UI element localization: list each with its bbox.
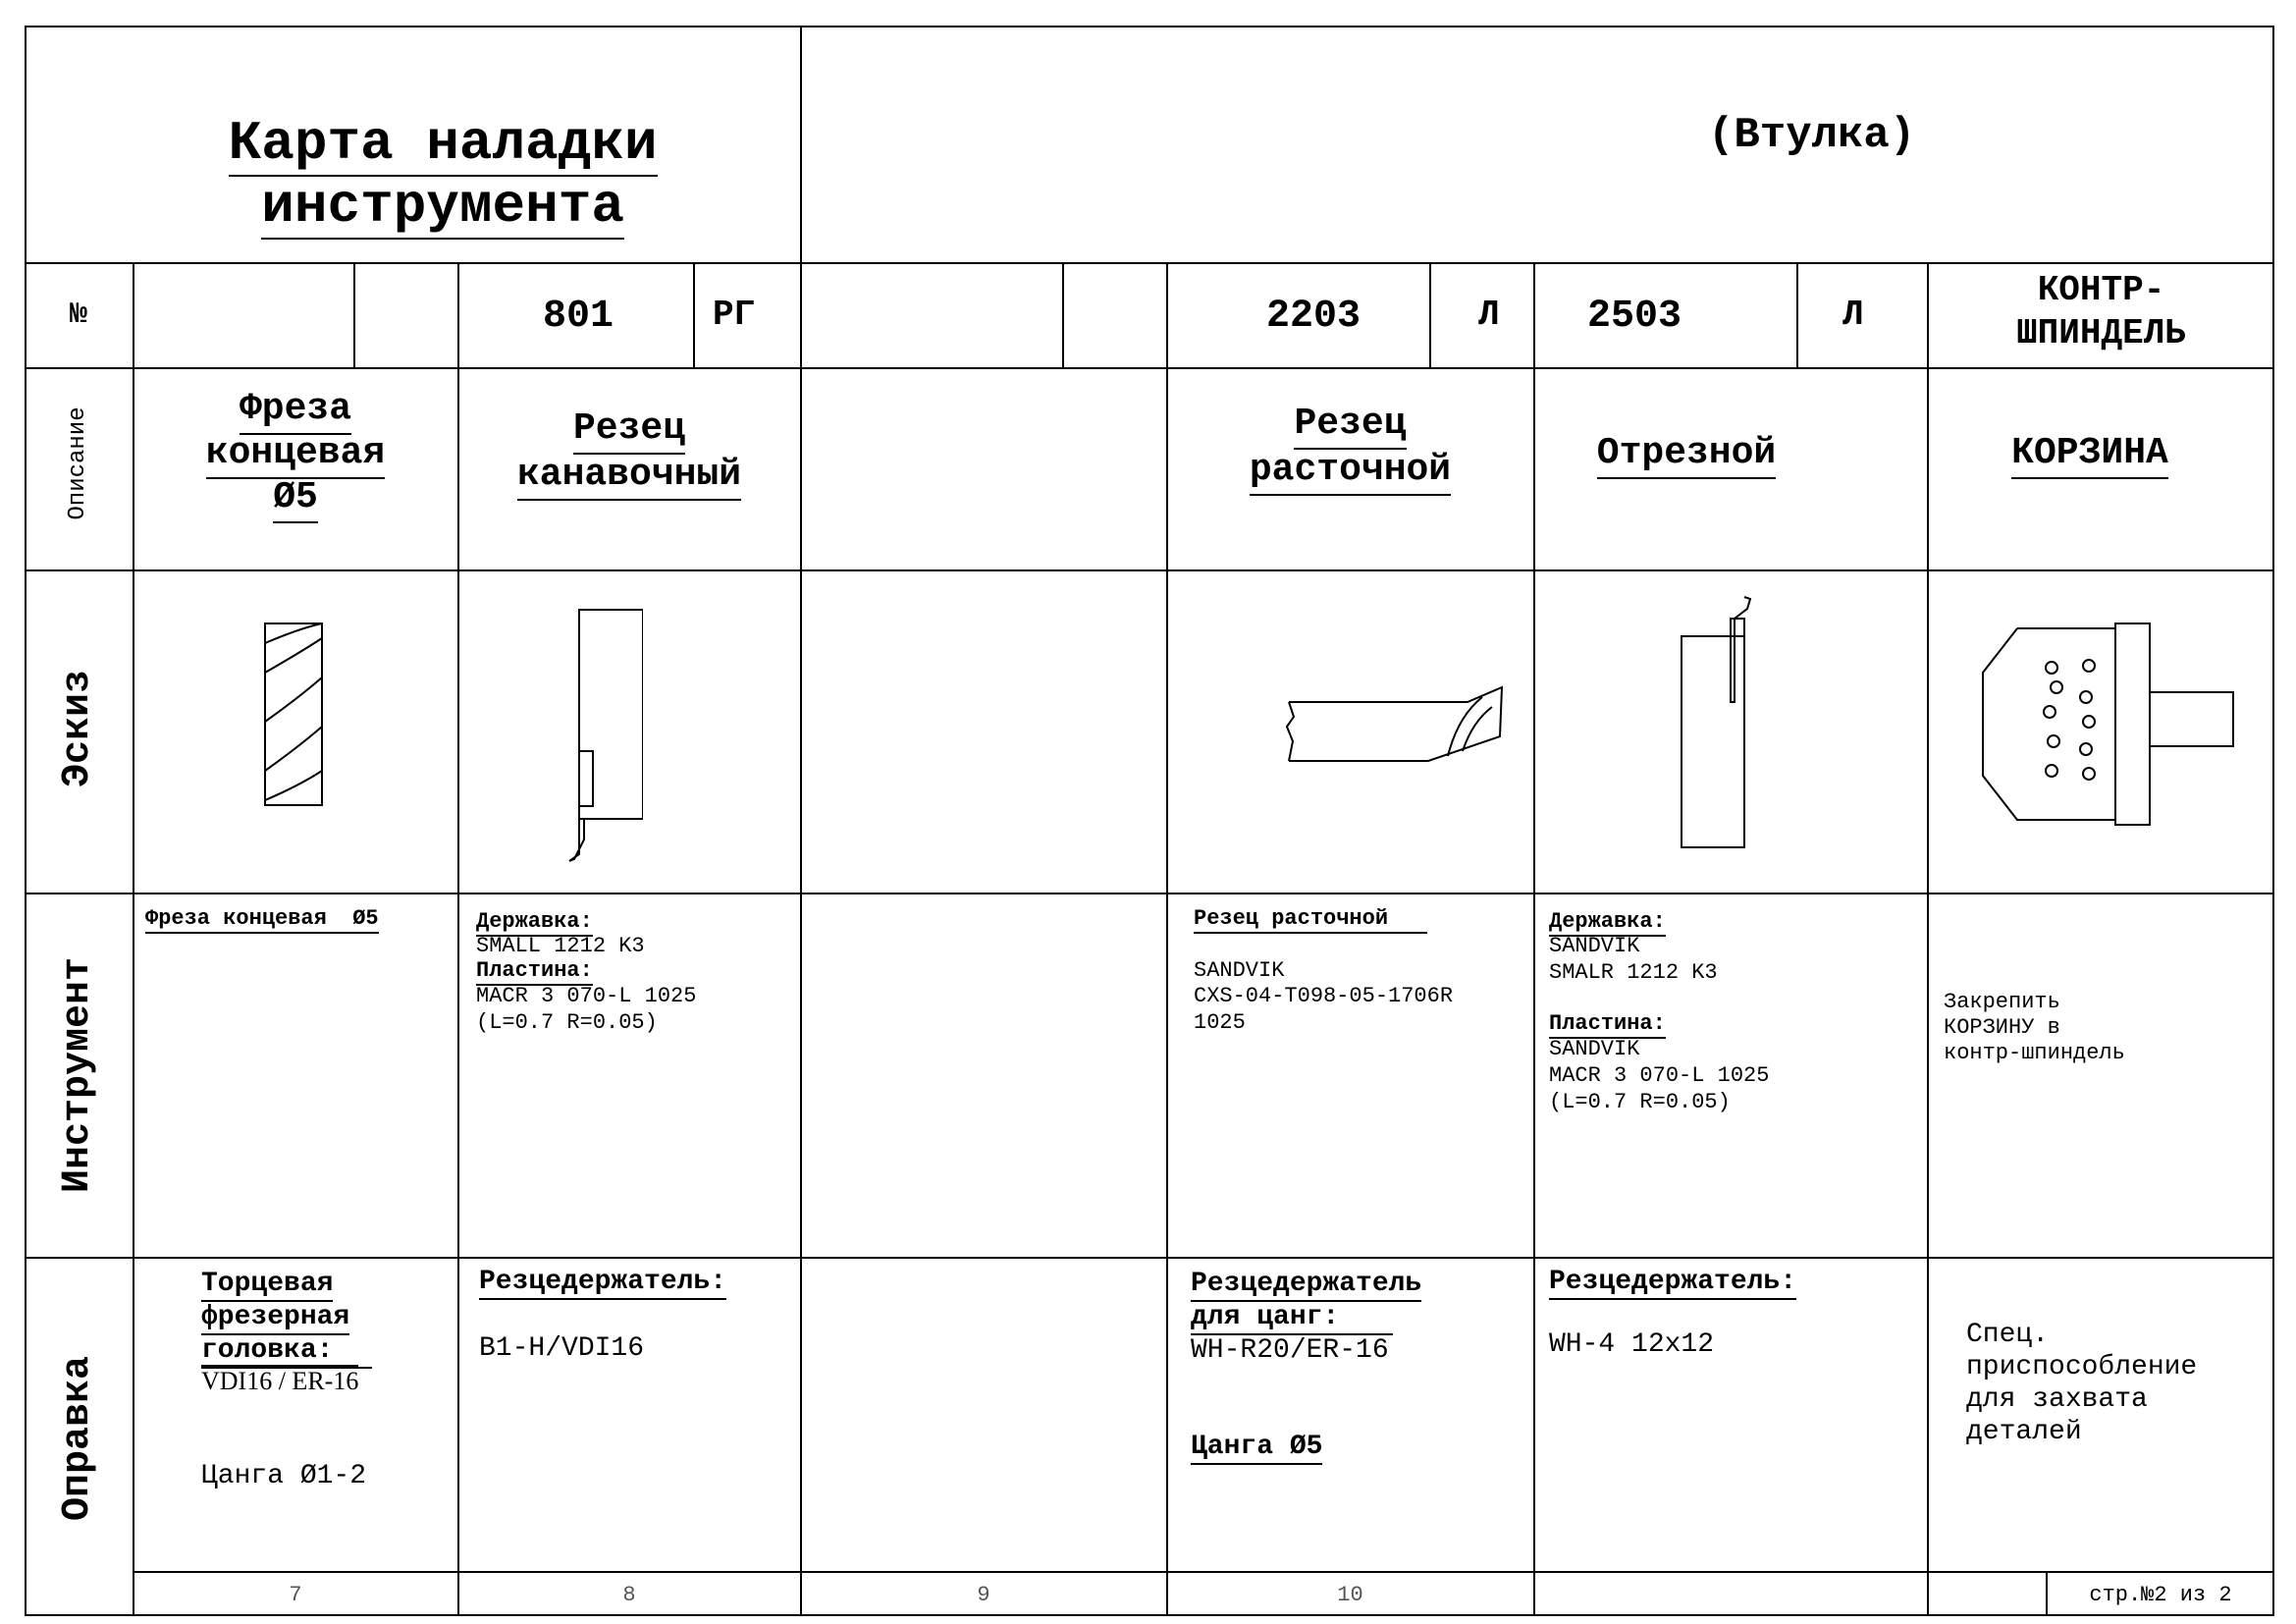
part-name: (Втулка): [1708, 111, 1916, 160]
tool-holder-value: SMALR 1212 K3: [1549, 960, 1718, 985]
column-number-7: 7: [289, 1582, 302, 1607]
divider: [25, 893, 2274, 894]
holder-endmill-label-2: [201, 1304, 349, 1335]
holder-endmill-label-1: [201, 1271, 333, 1302]
page-number: стр.№2 из 2: [2089, 1582, 2232, 1607]
tool-holder-brand: SANDVIK: [1549, 934, 1640, 958]
tool-insert-params: (L=0.7 R=0.05): [476, 1010, 658, 1035]
tool-boring-grade: 1025: [1194, 1010, 1246, 1035]
row-label-description: Описание: [65, 406, 91, 520]
counter-spindle-line1: КОНТР-: [2037, 270, 2165, 310]
row-label-holder: Оправка: [56, 1355, 100, 1522]
grooving-tool-sketch-icon: [564, 604, 643, 869]
tool-basket-note-2: КОРЗИНУ в: [1944, 1015, 2060, 1040]
desc-text: Отрезной: [1597, 432, 1776, 479]
tool-insert-label: [476, 960, 593, 986]
holder-basket-note-1: Спец.: [1966, 1320, 2050, 1350]
tool-basket-note-1: Закрепить: [1944, 990, 2060, 1014]
holder-text: головка:: [201, 1337, 372, 1369]
divider: [1429, 262, 1431, 367]
divider: [1062, 262, 1064, 367]
counter-spindle-line2: ШПИНДЕЛЬ: [2016, 313, 2186, 353]
title-line-1: Карта наладки: [228, 112, 658, 175]
desc-text: канавочный: [517, 454, 741, 501]
holder-text: Резцедержатель:: [1549, 1269, 1796, 1300]
column-number-9: 9: [977, 1582, 990, 1607]
tool-number-2203: 2203: [1266, 295, 1362, 339]
tool-side-l-2: Л: [1842, 295, 1864, 335]
desc-boring-1: [1167, 403, 1533, 450]
holder-text: фрезерная: [201, 1304, 349, 1335]
divider: [25, 1257, 2274, 1259]
desc-text: концевая: [206, 432, 385, 479]
tool-holder-value: SMALL 1212 K3: [476, 934, 645, 958]
desc-grooving-2: [458, 454, 800, 501]
holder-grooving-value: B1-H/VDI16: [479, 1333, 645, 1364]
desc-text: Резец: [1294, 403, 1406, 450]
tool-insert-label: [1549, 1013, 1666, 1039]
tool-side-l: Л: [1478, 295, 1500, 335]
tool-boring-code: CXS-04-T098-05-1706R: [1194, 984, 1454, 1008]
divider: [1796, 262, 1798, 367]
divider: [800, 26, 802, 1616]
holder-cutoff-value: WH-4 12x12: [1549, 1329, 1715, 1360]
desc-endmill-3: [133, 476, 457, 523]
holder-boring-collet: [1191, 1434, 1322, 1465]
tool-text: Резец расточной: [1194, 908, 1427, 934]
setup-card-frame: [25, 26, 2274, 1616]
tool-number-801: 801: [543, 295, 614, 339]
desc-endmill-2: [133, 432, 457, 479]
holder-basket-note-3: для захвата: [1966, 1384, 2148, 1415]
holder-endmill-value: [201, 1369, 358, 1394]
tool-insert-params: (L=0.7 R=0.05): [1549, 1090, 1731, 1114]
column-number-10: 10: [1337, 1582, 1363, 1607]
tool-text: Державка:: [1549, 911, 1666, 937]
desc-cutoff: [1534, 432, 1839, 479]
tool-boring-brand: SANDVIK: [1194, 958, 1285, 983]
holder-cutoff-label: [1549, 1269, 1796, 1300]
divider: [25, 569, 2274, 571]
divider: [25, 262, 2274, 264]
row-label-tool: Инструмент: [56, 956, 100, 1194]
holder-endmill-collet: Цанга Ø1-2: [201, 1461, 367, 1491]
holder-text: Торцевая: [201, 1271, 333, 1302]
tool-basket-note-3: контр-шпиндель: [1944, 1041, 2125, 1065]
desc-basket: [1928, 432, 2252, 479]
desc-endmill-1: [133, 388, 457, 435]
holder-text: Резцедержатель: [1191, 1271, 1421, 1302]
holder-text: Резцедержатель:: [479, 1269, 726, 1300]
tool-insert-brand: SANDVIK: [1549, 1037, 1640, 1061]
title-line-2: инструмента: [261, 175, 624, 238]
row-label-number: №: [69, 298, 87, 332]
end-mill-sketch-icon: [255, 614, 334, 810]
row-label-sketch: Эскиз: [56, 669, 100, 788]
holder-boring-value: WH-R20/ER-16: [1191, 1335, 1389, 1366]
cutoff-tool-sketch-icon: [1674, 589, 1762, 854]
tool-text: Державка:: [476, 911, 593, 937]
tool-insert-value: MACR 3 070-L 1025: [1549, 1063, 1770, 1088]
tool-number-2503: 2503: [1587, 295, 1682, 339]
holder-text: Цанга Ø5: [1191, 1434, 1322, 1465]
tool-text: Фреза концевая Ø5: [145, 908, 379, 934]
desc-text: Ø5: [273, 476, 318, 523]
tool-endmill-title: [145, 908, 379, 934]
holder-basket-note-4: деталей: [1966, 1417, 2082, 1447]
holder-text: VDI16 / ER-16: [201, 1367, 359, 1395]
tool-text: Пластина:: [1549, 1013, 1666, 1039]
desc-grooving-1: [458, 407, 800, 455]
tool-insert-value: MACR 3 070-L 1025: [476, 984, 697, 1008]
basket-fixture-sketch-icon: [1973, 619, 2238, 830]
holder-boring-label-1: [1191, 1271, 1421, 1302]
desc-text: Фреза: [240, 388, 351, 435]
holder-text: для цанг:: [1191, 1304, 1393, 1335]
desc-text: Резец: [573, 407, 685, 455]
tool-side-rg: РГ: [713, 295, 756, 335]
page-title-2: [137, 124, 682, 240]
desc-boring-2: [1167, 449, 1533, 496]
divider: [25, 367, 2274, 369]
tool-text: Пластина:: [476, 960, 593, 986]
divider: [353, 262, 355, 367]
desc-text: расточной: [1250, 449, 1451, 496]
holder-grooving-label: [479, 1269, 726, 1300]
holder-boring-label-2: [1191, 1304, 1393, 1335]
boring-bar-sketch-icon: [1281, 682, 1507, 771]
desc-text: КОРЗИНА: [2011, 432, 2168, 479]
column-number-8: 8: [622, 1582, 636, 1607]
holder-basket-note-2: приспособление: [1966, 1352, 2198, 1382]
tool-boring-title: [1194, 908, 1427, 934]
divider: [693, 262, 695, 367]
